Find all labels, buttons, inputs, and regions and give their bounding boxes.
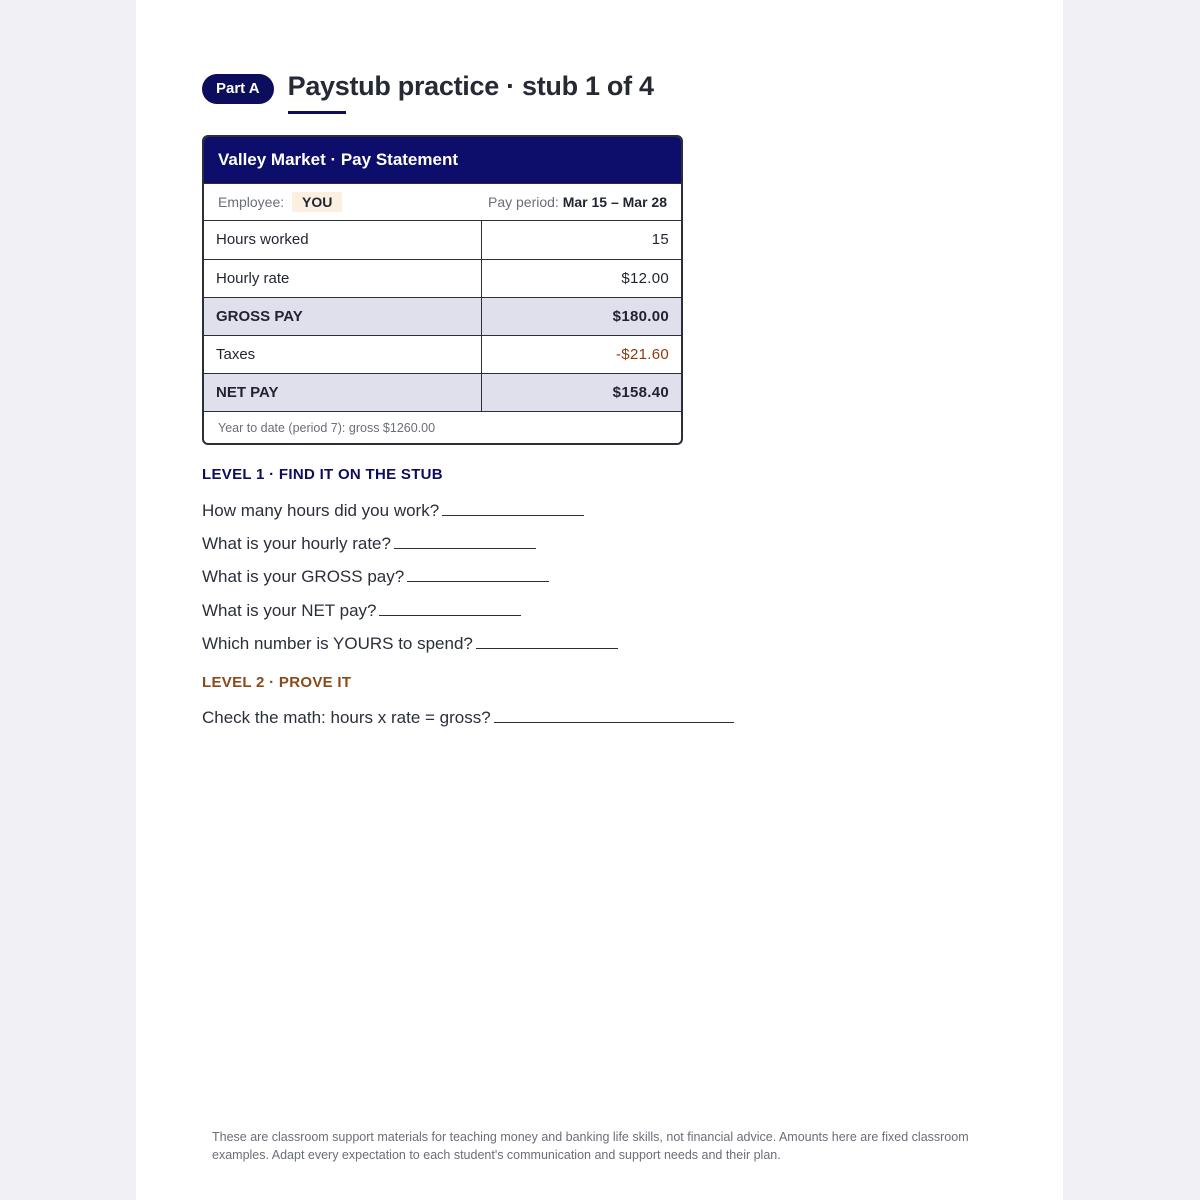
table-row-net [204, 373, 681, 411]
row-value: $12.00 [481, 259, 681, 297]
answer-blank[interactable] [407, 564, 549, 582]
pay-period-value: Mar 15 – Mar 28 [562, 194, 667, 210]
answer-blank[interactable] [494, 705, 734, 723]
level-1-heading: LEVEL 1 · FIND IT ON THE STUB [202, 466, 443, 483]
part-badge: Part A [202, 74, 274, 104]
row-value: 15 [481, 221, 681, 259]
question-3 [202, 564, 549, 587]
worksheet-header [202, 70, 654, 114]
table-row-gross [204, 297, 681, 335]
table-row-hours [204, 221, 681, 259]
answer-blank[interactable] [394, 531, 536, 549]
question-5 [202, 631, 618, 654]
level-2-heading: LEVEL 2 · PROVE IT [202, 674, 352, 691]
row-label: NET PAY [204, 373, 481, 411]
answer-blank[interactable] [442, 498, 584, 516]
question-1 [202, 498, 584, 521]
employee-info [218, 194, 342, 210]
table-row-taxes [204, 335, 681, 373]
pay-stub [202, 135, 683, 445]
question-6 [202, 705, 734, 728]
employee-label: Employee: [218, 194, 285, 210]
row-label: GROSS PAY [204, 297, 481, 335]
title-underline [288, 111, 346, 114]
employee-value: YOU [292, 192, 342, 212]
question-text: Which number is YOURS to spend? [202, 634, 473, 653]
stub-heading: Valley Market · Pay Statement [204, 137, 681, 183]
pay-table [204, 221, 681, 412]
row-value: $180.00 [481, 297, 681, 335]
title-block [288, 70, 654, 114]
pay-period-label: Pay period: [487, 194, 559, 210]
table-row-rate [204, 259, 681, 297]
pay-period [488, 194, 667, 210]
question-text: What is your hourly rate? [202, 534, 391, 553]
row-value: $158.40 [481, 373, 681, 411]
question-2 [202, 531, 536, 554]
question-text: What is your GROSS pay? [202, 567, 405, 586]
question-text: How many hours did you work? [202, 501, 440, 520]
worksheet-page [136, 0, 1063, 1200]
disclaimer-footer: These are classroom support materials for teaching money and banking life skills, not financial advice. Amounts here are fixed classroom examples. Adapt every expectation to each student's communication and support needs and their plan. [212, 1130, 969, 1162]
employee-row [204, 183, 681, 221]
question-4 [202, 598, 521, 621]
question-text: What is your NET pay? [202, 601, 377, 620]
question-text: Check the math: hours x rate = gross? [202, 708, 491, 727]
row-label: Hourly rate [204, 259, 481, 297]
page-title: Paystub practice · stub 1 of 4 [287, 71, 654, 101]
answer-blank[interactable] [379, 598, 521, 616]
row-label: Hours worked [204, 221, 481, 259]
answer-blank[interactable] [476, 631, 618, 649]
year-to-date-note: Year to date (period 7): gross $1260.00 [218, 420, 436, 435]
row-value: -$21.60 [481, 335, 681, 373]
row-label: Taxes [204, 335, 481, 373]
